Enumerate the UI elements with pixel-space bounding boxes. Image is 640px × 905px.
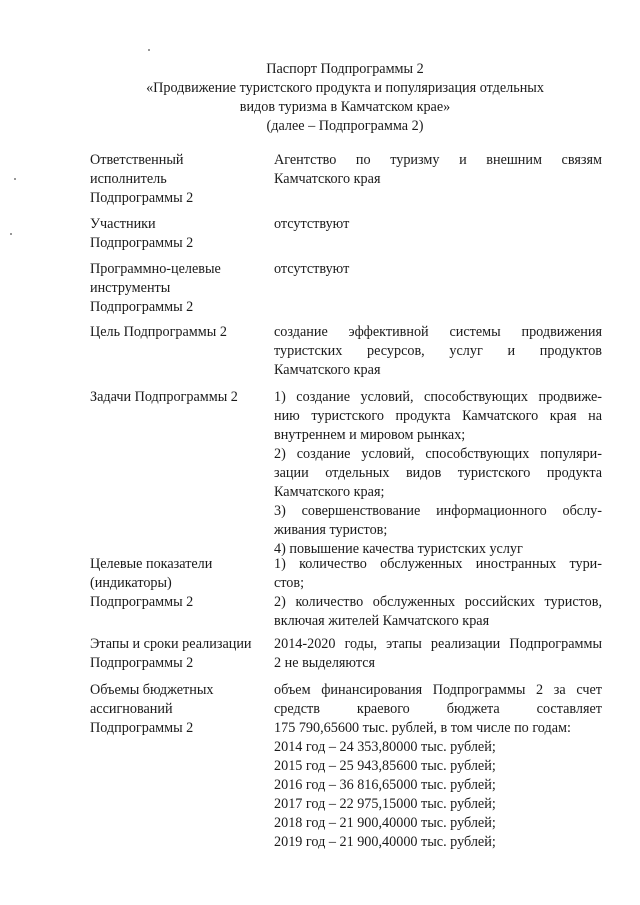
row-value [274,215,602,234]
title-line-3: видов туризма в Камчатском крае» [239,99,451,115]
value-line: средств краевого бюджета составляет [274,701,602,717]
value-line: 2014 год – 24 353,80000 тыс. рублей; [274,739,496,755]
value-line: 2016 год – 36 816,65000 тыс. рублей; [274,777,496,793]
value-line: зации отдельных видов туристского продукта [274,465,602,481]
value-line: 3) совершенствование информационного обслу- [274,503,602,519]
title-line-4: (далее – Подпрограмма 2) [266,118,424,134]
value-line: 4) повышение качества туристских услуг [274,541,523,557]
scan-speck [148,49,150,51]
value-line: 2019 год – 21 900,40000 тыс. рублей; [274,834,496,850]
value-line: Камчатского края [274,171,381,187]
value-line: Камчатского края; [274,484,385,500]
value-line: 2) количество обслуженных российских туристов, [274,594,602,610]
value-line: 2) создание условий, способствующих популяри- [274,446,602,462]
row-label: Программно-целевые инструменты Подпрограммы 2 [90,261,221,315]
value-line: 1) количество обслуженных иностранных тури- [274,556,602,572]
row-label: Цель Подпрограммы 2 [90,324,227,340]
row-value [274,151,602,189]
value-line: стов; [274,575,305,591]
value-line: 2018 год – 21 900,40000 тыс. рублей; [274,815,496,831]
value-line: отсутствуют [274,261,350,277]
passport-title [90,60,600,136]
value-line: отсутствуют [274,216,350,232]
value-line: создание эффективной системы продвижения [274,324,602,340]
row-value [274,681,602,852]
value-line: нию туристского продукта Камчатского края на [274,408,602,424]
value-line: 2014-2020 годы, этапы реализации Подпрограммы [274,636,602,652]
value-line: живания туристов; [274,522,388,538]
value-line: 2 не выделяются [274,655,376,671]
value-line: Агентство по туризму и внешним связям [274,152,602,168]
value-line: 2015 год – 25 943,85600 тыс. рублей; [274,758,496,774]
value-line: 1) создание условий, способствующих продвиже- [274,389,602,405]
title-line-2: «Продвижение туристского продукта и популяризация отдельных [146,80,544,96]
value-line: туристских ресурсов, услуг и продуктов [274,343,602,359]
value-line: включая жителей Камчатского края [274,613,490,629]
value-line: внутреннем и мировом рынках; [274,427,466,443]
row-label: Этапы и сроки реализации Подпрограммы 2 [90,636,252,671]
value-line: объем финансирования Подпрограммы 2 за счет [274,682,602,698]
row-value [274,635,602,673]
value-line: 2017 год – 22 975,15000 тыс. рублей; [274,796,496,812]
value-line: Камчатского края [274,362,381,378]
title-line-1: Паспорт Подпрограммы 2 [266,61,424,77]
row-label: Участники Подпрограммы 2 [90,216,194,251]
scan-speck [14,178,16,180]
row-value [274,555,602,631]
scan-speck [10,233,12,235]
row-value [274,323,602,380]
row-label: Объемы бюджетных ассигнований Подпрограммы 2 [90,682,214,736]
row-label: Целевые показатели (индикаторы) Подпрограммы 2 [90,556,213,610]
row-value [274,388,602,559]
row-value [274,260,602,279]
row-label: Ответственный исполнитель Подпрограммы 2 [90,152,194,206]
value-line: 175 790,65600 тыс. рублей, в том числе по годам: [274,720,571,736]
row-label: Задачи Подпрограммы 2 [90,389,238,405]
